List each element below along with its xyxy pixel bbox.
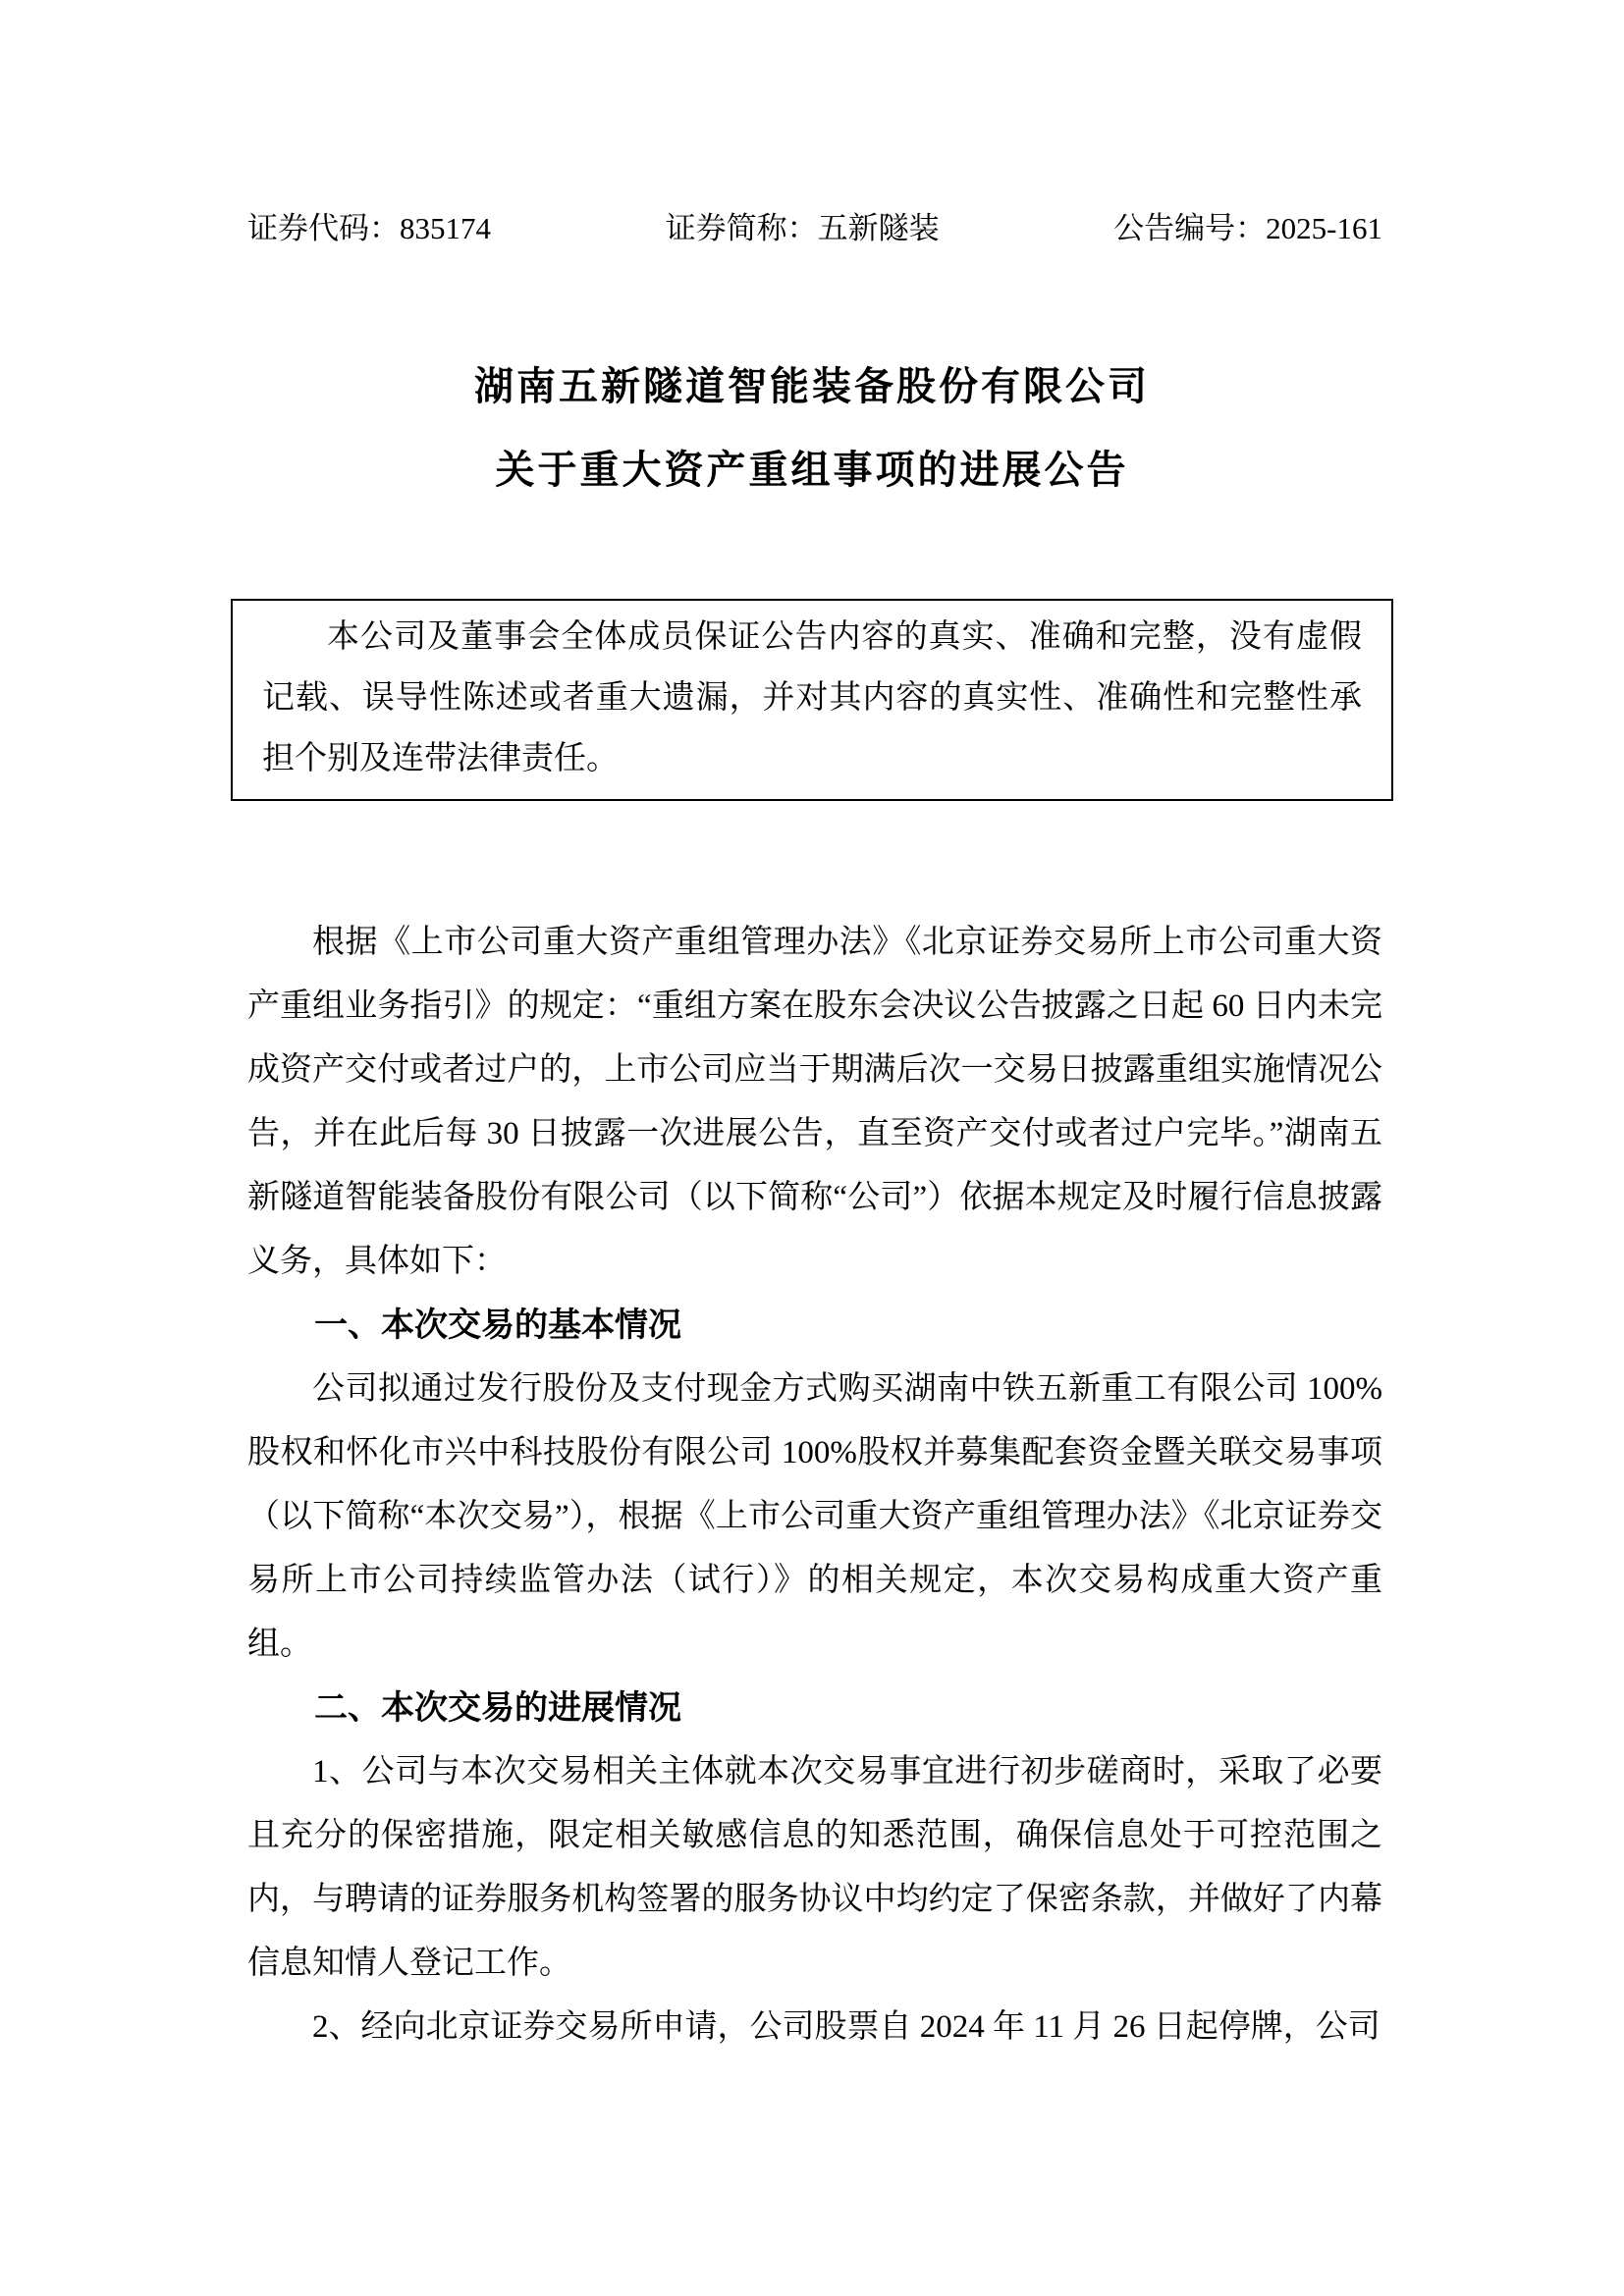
section-2-heading: 二、本次交易的进展情况 bbox=[314, 1690, 681, 1727]
announcement-subject-title: 关于重大资产重组事项的进展公告 bbox=[495, 448, 1129, 492]
document-body bbox=[247, 911, 1382, 2059]
section-2-item-1: 1、公司与本次交易相关主体就本次交易事宜进行初步磋商时，采取了必要且充分的保密措施，限定相关敏感信息的知悉范围，确保信息处于可控范围之内，与聘请的证券服务机构签署的服务协议中均约定了保密条款，并做好了内幕信息知情人登记工作。 bbox=[247, 1754, 1382, 1981]
stock-short-name-label: 证券简称：五新隧装 bbox=[665, 211, 940, 245]
intro-paragraph: 根据《上市公司重大资产重组管理办法》《北京证券交易所上市公司重大资产重组业务指引》的规定：“重组方案在股东会决议公告披露之日起 60 日内未完成资产交付或者过户的，上市公司应当于期满后次一交易日披露重组实施情况公告，并在此后每 30 日披露一次进展公告，直至资产交付或者过户完毕。”湖南五新隧道智能装备股份有限公司（以下简称“公司”）依据本规定及时履行信息披露义务，具体如下： bbox=[247, 925, 1382, 1279]
disclaimer-box bbox=[231, 599, 1393, 801]
document-header-row bbox=[247, 208, 1382, 249]
section-1-paragraph: 公司拟通过发行股份及支付现金方式购买湖南中铁五新重工有限公司 100%股权和怀化市兴中科技股份有限公司 100%股权并募集配套资金暨关联交易事项（以下简称“本次交易”），根据《上市公司重大资产重组管理办法》《北京证券交易所上市公司持续监管办法（试行）》的相关规定，本次交易构成重大资产重组。 bbox=[247, 1371, 1382, 1662]
announcement-number-label: 公告编号：2025-161 bbox=[1113, 211, 1382, 245]
section-1-heading: 一、本次交易的基本情况 bbox=[314, 1308, 681, 1344]
disclaimer-text: 本公司及董事会全体成员保证公告内容的真实、准确和完整，没有虚假记载、误导性陈述或者重大遗漏，并对其内容的真实性、准确性和完整性承担个别及连带法律责任。 bbox=[262, 619, 1362, 776]
company-name-title: 湖南五新隧道智能装备股份有限公司 bbox=[474, 364, 1150, 408]
section-2-item-2: 2、经向北京证券交易所申请，公司股票自 2024 年 11 月 26 日起停牌，公司 bbox=[312, 2009, 1380, 2045]
stock-code-label: 证券代码：835174 bbox=[247, 211, 491, 245]
